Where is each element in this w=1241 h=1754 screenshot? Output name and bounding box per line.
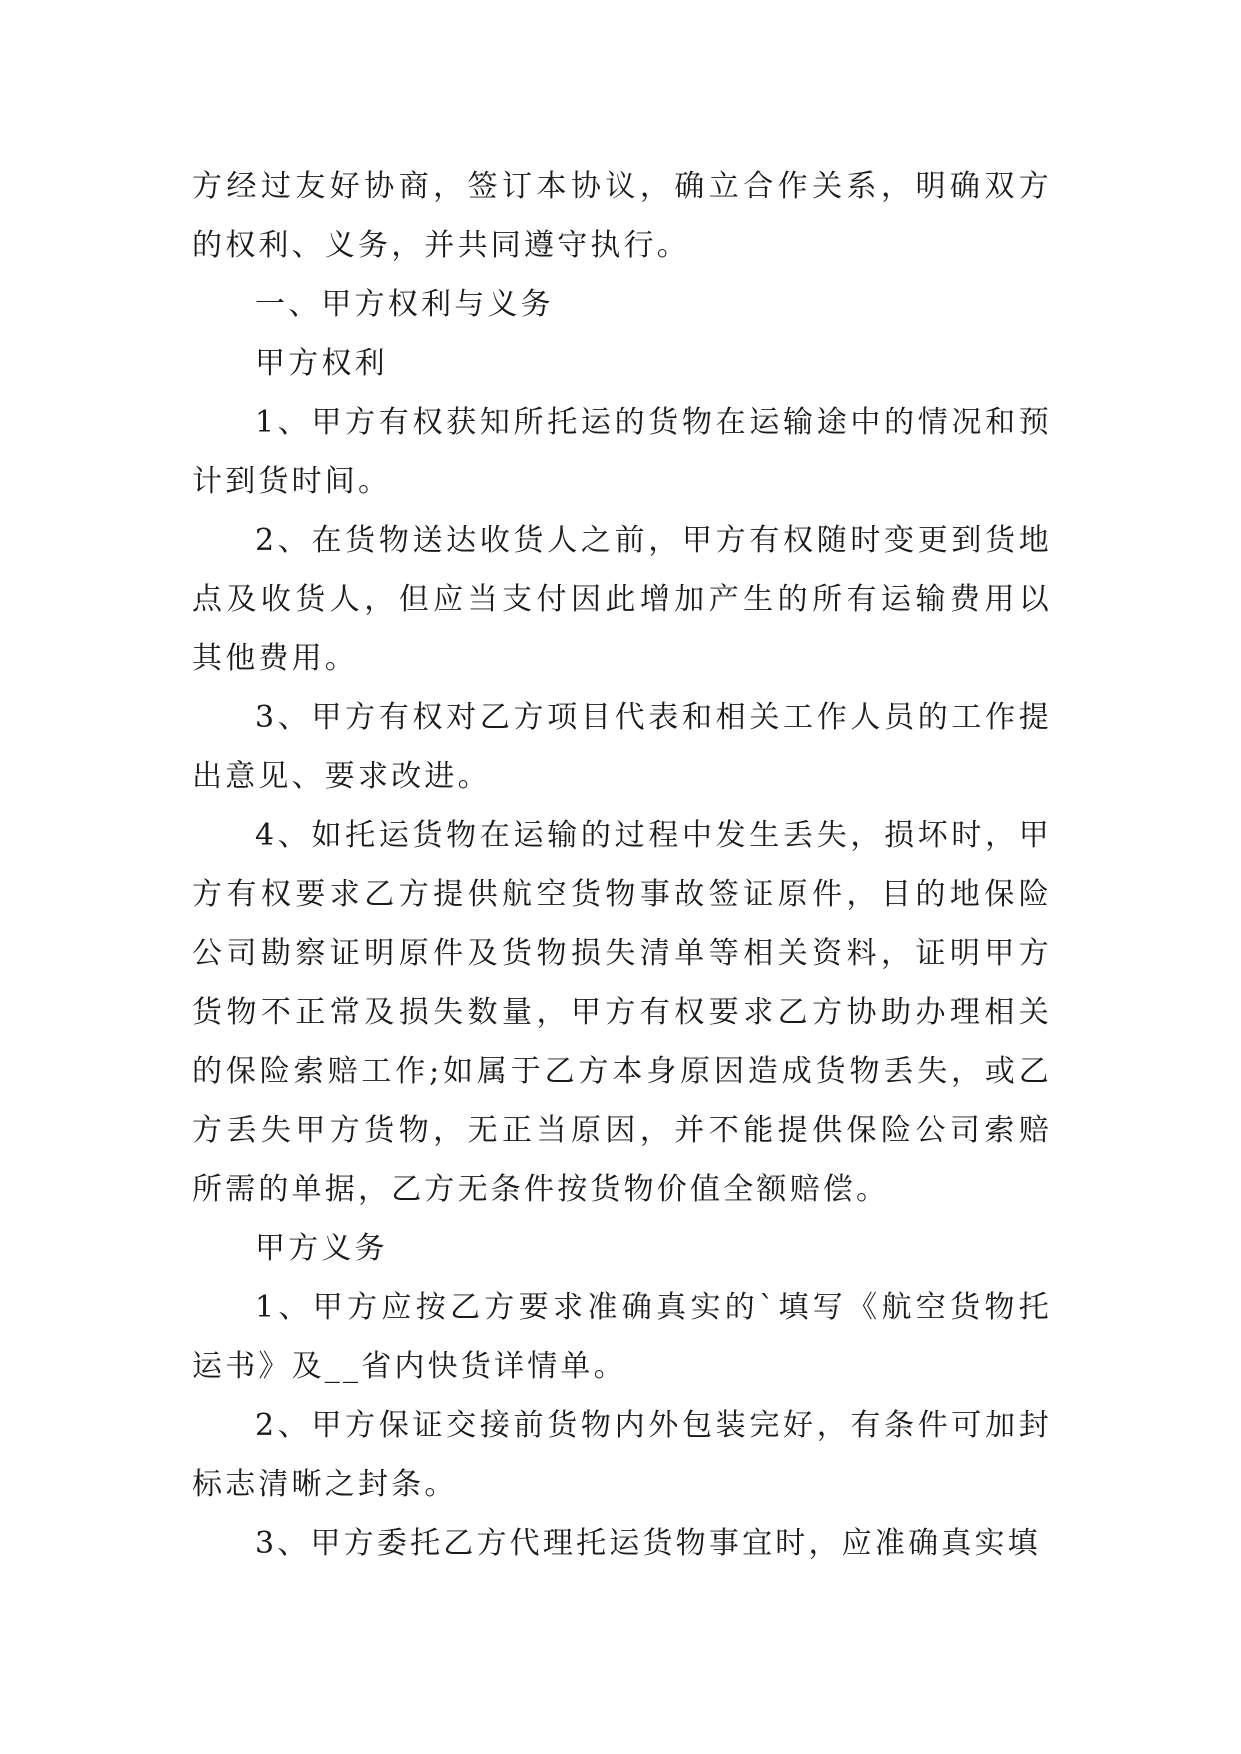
paragraph-continuation: 方经过友好协商，签订本协议，确立合作关系，明确双方的权利、义务，并共同遵守执行。: [192, 169, 1052, 263]
subheading-party-a-rights: 甲方权利: [255, 346, 388, 381]
paragraph-right-4: 4、如托运货物在运输的过程中发生丢失，损坏时，甲方有权要求乙方提供航空货物事故签证原件，目的地保险公司勘察证明原件及货物损失清单等相关资料，证明甲方货物不正常及损失数量，甲方有权要求乙方协助办理相关的保险索赔工作;如属于乙方本身原因造成货物丢失，或乙方丢失甲方货物，无正当原因，并不能提供保险公司索赔所需的单据，乙方无条件按货物价值全额赔偿。: [192, 818, 1052, 1207]
subheading-party-a-obligations: 甲方义务: [255, 1231, 388, 1266]
paragraph-obligation-3: 3、甲方委托乙方代理托运货物事宜时，应准确真实填: [255, 1526, 1041, 1561]
paragraph-obligation-2: 2、甲方保证交接前货物内外包装完好，有条件可加封标志清晰之封条。: [192, 1408, 1052, 1502]
paragraph-right-3: 3、甲方有权对乙方项目代表和相关工作人员的工作提出意见、要求改进。: [192, 700, 1052, 794]
document-body: [192, 157, 1052, 1573]
paragraph-obligation-1: 1、甲方应按乙方要求准确真实的`填写《航空货物托运书》及__省内快货详情单。: [192, 1290, 1052, 1384]
paragraph-right-1: 1、甲方有权获知所托运的货物在运输途中的情况和预计到货时间。: [192, 405, 1052, 499]
section-heading-party-a-rights-obligations: 一、甲方权利与义务: [255, 287, 554, 322]
paragraph-right-2: 2、在货物送达收货人之前，甲方有权随时变更到货地点及收货人，但应当支付因此增加产生的所有运输费用以其他费用。: [192, 523, 1052, 676]
